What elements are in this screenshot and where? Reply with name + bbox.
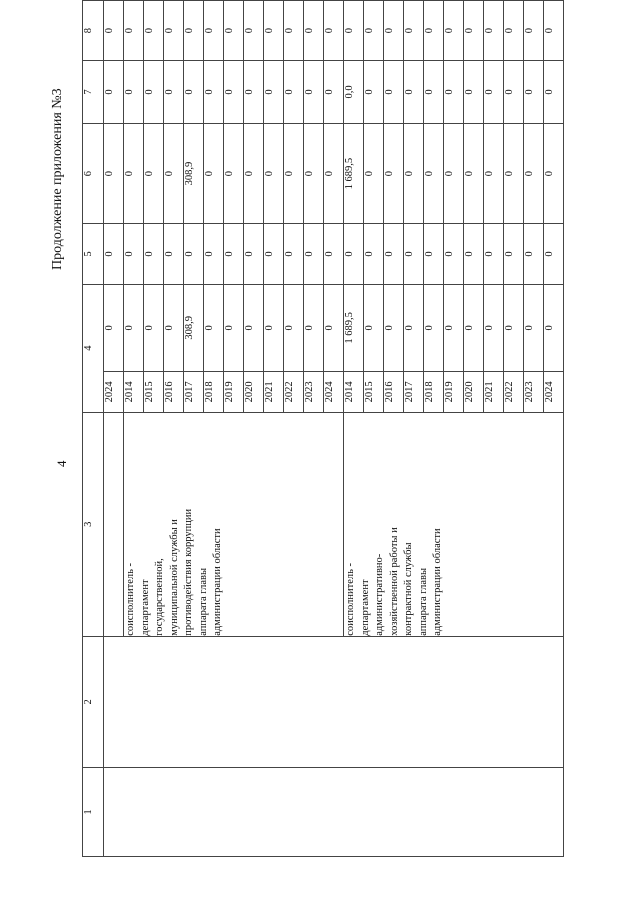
value-cell: 0 <box>404 1 424 61</box>
value-cell: 0 <box>524 123 544 224</box>
year-cell: 2022 <box>284 372 304 413</box>
value-cell: 0 <box>384 1 404 61</box>
value-cell: 0 <box>464 123 484 224</box>
value-cell: 0 <box>284 1 304 61</box>
value-cell: 0 <box>184 61 204 124</box>
year-cell: 2022 <box>504 372 524 413</box>
value-cell: 0 <box>384 224 404 284</box>
year-cell: 2015 <box>144 372 164 413</box>
colnum-1: 1 <box>83 767 104 856</box>
table-body <box>83 1 564 857</box>
executor-line: аппарата главы <box>417 568 429 636</box>
executor-line: хозяйственной работы и <box>388 527 400 636</box>
value-cell: 0 <box>444 61 464 124</box>
colnum-3: 3 <box>83 412 104 636</box>
value-cell: 0 <box>444 1 464 61</box>
value-cell: 308,9 <box>184 123 204 224</box>
executor-line: муниципальной службы и <box>168 519 180 636</box>
executor-line: соисполнитель - <box>345 562 356 636</box>
value-cell: 0 <box>284 224 304 284</box>
value-cell: 0,0 <box>344 61 364 124</box>
value-cell: 0 <box>424 61 444 124</box>
value-cell: 0 <box>484 123 504 224</box>
value-cell: 0 <box>164 61 184 124</box>
value-cell: 0 <box>484 61 504 124</box>
value-cell: 0 <box>304 61 324 124</box>
value-cell: 0 <box>544 224 564 284</box>
value-cell: 0 <box>284 123 304 224</box>
value-cell: 0 <box>284 61 304 124</box>
value-cell: 0 <box>464 1 484 61</box>
value-cell: 0 <box>204 61 224 124</box>
value-cell: 0 <box>244 61 264 124</box>
value-cell: 0 <box>484 1 504 61</box>
colnum-2: 2 <box>83 636 104 767</box>
value-cell: 0 <box>444 284 464 372</box>
year-cell: 2015 <box>364 372 384 413</box>
year-cell: 2024 <box>544 372 564 413</box>
value-cell: 0 <box>144 123 164 224</box>
year-cell: 2024 <box>104 372 124 413</box>
value-cell: 0 <box>324 284 344 372</box>
year-cell: 2014 <box>124 372 144 413</box>
value-cell: 0 <box>144 1 164 61</box>
value-cell: 0 <box>104 1 124 61</box>
value-cell: 0 <box>124 61 144 124</box>
year-cell: 2021 <box>264 372 284 413</box>
value-cell: 0 <box>204 224 224 284</box>
value-cell: 0 <box>224 224 244 284</box>
value-cell: 0 <box>204 123 224 224</box>
year-cell: 2017 <box>184 372 204 413</box>
value-cell: 0 <box>404 284 424 372</box>
value-cell: 1 689,5 <box>344 284 364 372</box>
value-cell: 0 <box>344 224 364 284</box>
executor-line: аппарата главы <box>197 568 209 636</box>
page-number: 4 <box>54 460 69 467</box>
col1-cell <box>104 767 564 856</box>
value-cell: 0 <box>244 1 264 61</box>
colnum-8: 8 <box>83 1 104 61</box>
value-cell: 0 <box>264 61 284 124</box>
value-cell: 0 <box>364 224 384 284</box>
value-cell: 0 <box>164 123 184 224</box>
value-cell: 0 <box>364 1 384 61</box>
year-cell: 2019 <box>224 372 244 413</box>
year-cell: 2023 <box>304 372 324 413</box>
value-cell: 0 <box>304 123 324 224</box>
value-cell: 0 <box>324 61 344 124</box>
value-cell: 0 <box>544 284 564 372</box>
value-cell: 0 <box>304 1 324 61</box>
table-row <box>104 1 124 857</box>
year-cell: 2021 <box>484 372 504 413</box>
value-cell: 0 <box>504 61 524 124</box>
executor-cell <box>344 412 564 636</box>
executor-line: соисполнитель - <box>125 562 136 636</box>
value-cell: 0 <box>384 284 404 372</box>
value-cell: 0 <box>164 224 184 284</box>
value-cell: 0 <box>204 284 224 372</box>
value-cell: 0 <box>484 224 504 284</box>
executor-line: контрактной службы <box>403 542 414 636</box>
value-cell: 0 <box>504 1 524 61</box>
value-cell: 0 <box>544 61 564 124</box>
value-cell: 0 <box>264 284 284 372</box>
executor-line: административно- <box>374 553 385 636</box>
colnum-4: 4 <box>83 284 104 412</box>
value-cell: 0 <box>364 61 384 124</box>
value-cell: 0 <box>404 123 424 224</box>
value-cell: 0 <box>124 224 144 284</box>
value-cell: 0 <box>104 284 124 372</box>
value-cell: 0 <box>424 284 444 372</box>
executor-line: департамент <box>139 579 151 636</box>
value-cell: 0 <box>304 224 324 284</box>
value-cell: 0 <box>324 1 344 61</box>
year-cell: 2017 <box>404 372 424 413</box>
value-cell: 0 <box>424 123 444 224</box>
executor-line: администрации области <box>212 528 223 636</box>
value-cell: 0 <box>384 123 404 224</box>
year-cell: 2020 <box>244 372 264 413</box>
value-cell: 0 <box>224 123 244 224</box>
year-cell: 2016 <box>164 372 184 413</box>
value-cell: 0 <box>504 224 524 284</box>
executor-cell <box>124 412 344 636</box>
value-cell: 0 <box>124 123 144 224</box>
value-cell: 0 <box>504 123 524 224</box>
value-cell: 0 <box>324 123 344 224</box>
value-cell: 0 <box>104 61 124 124</box>
value-cell: 0 <box>124 284 144 372</box>
value-cell: 0 <box>504 284 524 372</box>
value-cell: 0 <box>524 1 544 61</box>
value-cell: 0 <box>184 1 204 61</box>
executor-line: администрации области <box>432 528 443 636</box>
colnum-6: 6 <box>83 123 104 224</box>
value-cell: 0 <box>544 123 564 224</box>
value-cell: 0 <box>124 1 144 61</box>
year-cell: 2014 <box>344 372 364 413</box>
value-cell: 0 <box>244 123 264 224</box>
value-cell: 0 <box>144 284 164 372</box>
value-cell: 0 <box>104 224 124 284</box>
executor-line: департамент <box>359 579 371 636</box>
continuation-title: Продолжение приложения №3 <box>50 88 65 270</box>
value-cell: 0 <box>404 224 424 284</box>
value-cell: 0 <box>424 224 444 284</box>
value-cell: 0 <box>224 61 244 124</box>
value-cell: 0 <box>224 284 244 372</box>
value-cell: 0 <box>264 123 284 224</box>
value-cell: 0 <box>544 1 564 61</box>
value-cell: 1 689,5 <box>344 123 364 224</box>
value-cell: 0 <box>164 284 184 372</box>
value-cell: 0 <box>464 61 484 124</box>
value-cell: 0 <box>444 224 464 284</box>
year-cell: 2018 <box>424 372 444 413</box>
value-cell: 0 <box>264 1 284 61</box>
value-cell: 0 <box>144 224 164 284</box>
value-cell: 0 <box>184 224 204 284</box>
value-cell: 0 <box>524 224 544 284</box>
value-cell: 0 <box>304 284 324 372</box>
year-cell: 2019 <box>444 372 464 413</box>
value-cell: 0 <box>324 224 344 284</box>
year-cell: 2016 <box>384 372 404 413</box>
executor-line: противодействия коррупции <box>183 508 194 636</box>
value-cell: 0 <box>204 1 224 61</box>
value-cell: 0 <box>264 224 284 284</box>
value-cell: 0 <box>404 61 424 124</box>
value-cell: 0 <box>484 284 504 372</box>
year-cell: 2018 <box>204 372 224 413</box>
value-cell: 0 <box>164 1 184 61</box>
value-cell: 0 <box>424 1 444 61</box>
value-cell: 0 <box>464 224 484 284</box>
value-cell: 0 <box>384 61 404 124</box>
value-cell: 0 <box>284 284 304 372</box>
value-cell: 0 <box>104 123 124 224</box>
value-cell: 0 <box>224 1 244 61</box>
year-cell: 2024 <box>324 372 344 413</box>
column-number-row <box>83 1 104 857</box>
value-cell: 0 <box>244 224 264 284</box>
value-cell: 308,9 <box>184 284 204 372</box>
year-cell: 2023 <box>524 372 544 413</box>
value-cell: 0 <box>524 284 544 372</box>
year-cell: 2020 <box>464 372 484 413</box>
executor-line: государственной, <box>154 558 165 636</box>
value-cell: 0 <box>364 123 384 224</box>
value-cell: 0 <box>344 1 364 61</box>
value-cell: 0 <box>524 61 544 124</box>
colnum-5: 5 <box>83 224 104 284</box>
value-cell: 0 <box>144 61 164 124</box>
prev-executor-cell <box>104 412 124 636</box>
value-cell: 0 <box>364 284 384 372</box>
value-cell: 0 <box>444 123 464 224</box>
budget-table <box>82 0 564 857</box>
col2-cell <box>104 636 564 767</box>
value-cell: 0 <box>464 284 484 372</box>
value-cell: 0 <box>244 284 264 372</box>
colnum-7: 7 <box>83 61 104 124</box>
